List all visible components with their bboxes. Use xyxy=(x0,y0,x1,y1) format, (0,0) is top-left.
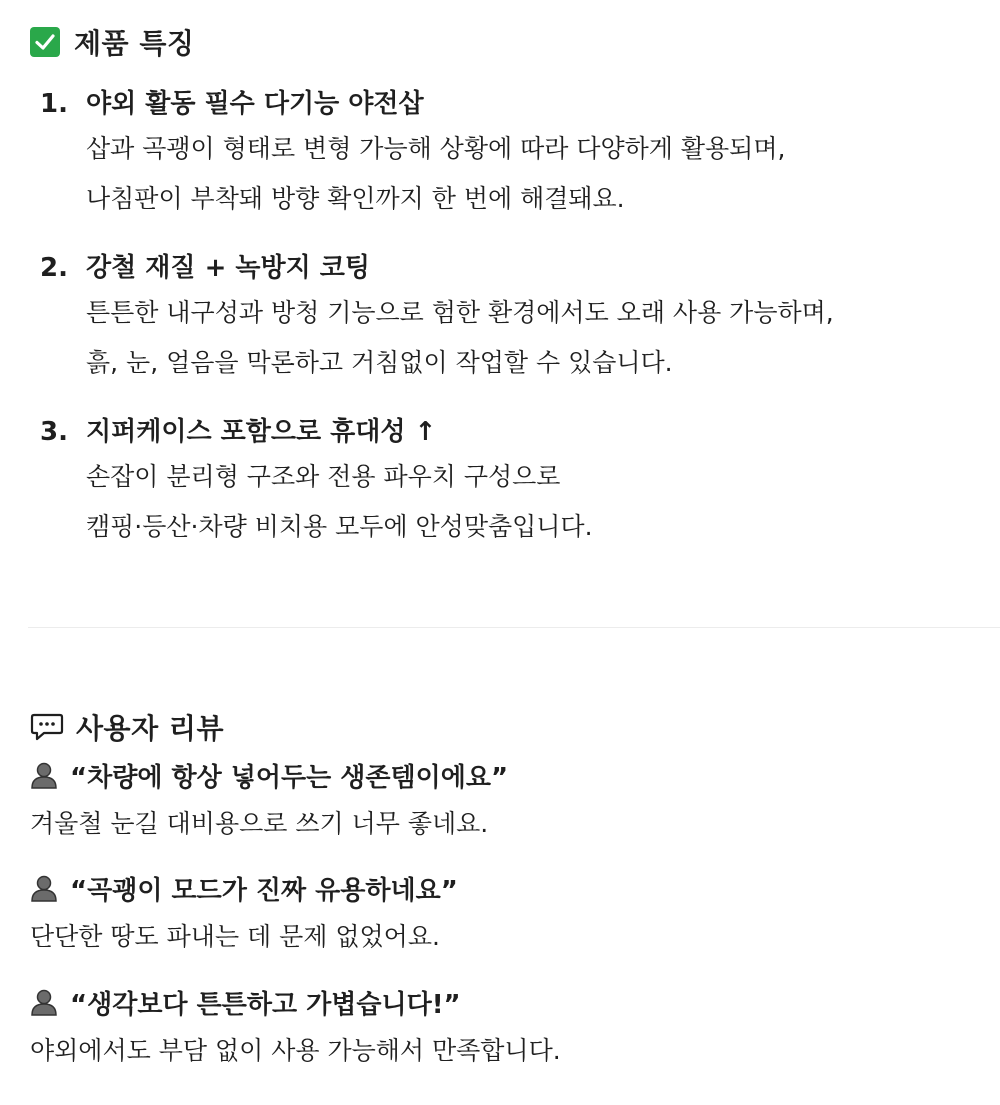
feature-title xyxy=(40,248,990,288)
feature-title-text: 야외 활동 필수 다기능 야전삽 xyxy=(86,89,424,119)
feature-description-line: 나침판이 부착돼 방향 확인까지 한 번에 해결돼요. xyxy=(86,184,625,213)
review-title-text: “곡괭이 모드가 진짜 유용하네요” xyxy=(70,875,458,906)
review-body: 야외에서도 부담 없이 사용 가능해서 만족합니다. xyxy=(30,1036,561,1065)
review-body: 단단한 땅도 파내는 데 문제 없었어요. xyxy=(30,922,440,951)
feature-description-line: 삽과 곡괭이 형태로 변형 가능해 상황에 따라 다양하게 활용되며, xyxy=(86,134,786,163)
feature-item-2 xyxy=(40,248,990,388)
feature-number: 2. xyxy=(40,253,68,283)
feature-description-line: 흙, 눈, 얼음을 막론하고 거침없이 작업할 수 있습니다. xyxy=(86,348,673,377)
feature-title-text: 지퍼케이스 포함으로 휴대성 ↑ xyxy=(86,417,437,447)
reviews-heading-text: 사용자 리뷰 xyxy=(76,712,224,745)
review-title-text: “생각보다 튼튼하고 가볍습니다!” xyxy=(70,989,461,1020)
feature-number: 3. xyxy=(40,417,68,447)
feature-item-3 xyxy=(40,412,990,552)
review-item xyxy=(30,982,990,1074)
features-heading xyxy=(30,22,194,62)
person-silhouette-icon xyxy=(30,761,58,789)
review-title-text: “차량에 항상 넣어두는 생존템이에요” xyxy=(70,762,509,793)
feature-title xyxy=(40,412,990,452)
speech-bubble-icon xyxy=(30,712,64,742)
reviews-heading xyxy=(30,705,224,749)
check-mark-icon xyxy=(30,27,60,57)
review-title xyxy=(30,868,990,908)
person-silhouette-icon xyxy=(30,988,58,1016)
feature-number: 1. xyxy=(40,89,68,119)
person-silhouette-icon xyxy=(30,874,58,902)
feature-description-line: 캠핑·등산·차량 비치용 모두에 안성맞춤입니다. xyxy=(86,512,593,541)
feature-item-1 xyxy=(40,84,990,224)
features-heading-text: 제품 특징 xyxy=(74,27,195,60)
review-title xyxy=(30,755,990,795)
section-divider xyxy=(28,627,1000,628)
feature-description-line: 튼튼한 내구성과 방청 기능으로 험한 환경에서도 오래 사용 가능하며, xyxy=(86,298,834,327)
feature-description-line: 손잡이 분리형 구조와 전용 파우치 구성으로 xyxy=(86,462,561,491)
review-title xyxy=(30,982,990,1022)
feature-title-text: 강철 재질 + 녹방지 코팅 xyxy=(86,253,371,283)
feature-title xyxy=(40,84,990,124)
review-body: 겨울철 눈길 대비용으로 쓰기 너무 좋네요. xyxy=(30,809,489,838)
review-item xyxy=(30,755,990,847)
review-item xyxy=(30,868,990,960)
